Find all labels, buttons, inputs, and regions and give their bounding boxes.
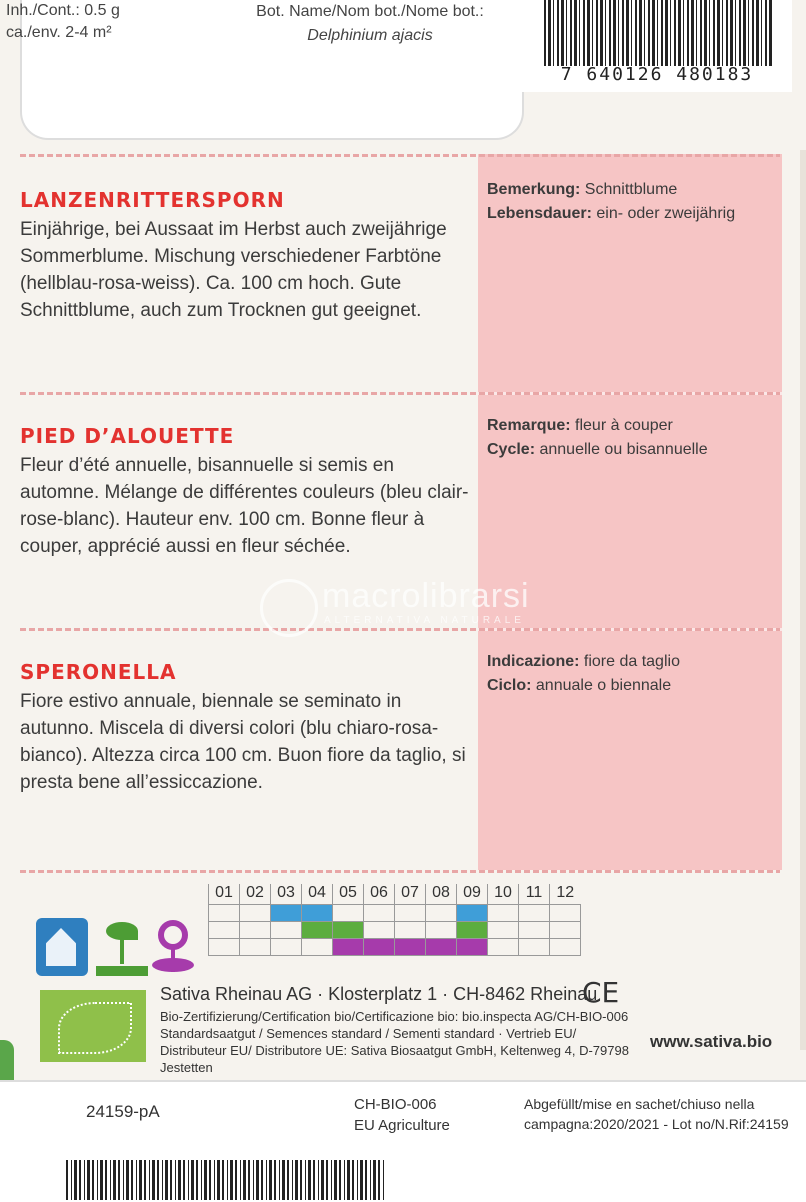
content-area: ca./env. 2-4 m² (6, 24, 112, 41)
calendar-cell (519, 922, 550, 939)
calendar-cell (209, 905, 240, 922)
calendar-cell (364, 905, 395, 922)
section-german-notes (487, 178, 735, 226)
section-divider (20, 870, 780, 873)
note-value: annuelle ou bisannuelle (535, 441, 708, 458)
note-label: Ciclo: (487, 677, 532, 694)
bottom-barcode (66, 1160, 386, 1200)
calendar-cell (519, 905, 550, 922)
calendar-month-label: 03 (271, 884, 302, 905)
calendar-cell (457, 905, 488, 922)
calendar-cell (395, 939, 426, 956)
note-label: Cycle: (487, 441, 536, 458)
calendar-cell (333, 939, 364, 956)
calendar-row (209, 922, 581, 939)
calendar-cell (488, 939, 519, 956)
watermark-logo-icon (260, 579, 318, 637)
calendar-month-label: 05 (333, 884, 364, 905)
calendar-month-label: 10 (488, 884, 519, 905)
section-divider (20, 392, 780, 395)
watering-can-icon (36, 918, 88, 976)
packed-line-1: Abgefüllt/mise en sachet/chiuso nella (524, 1096, 755, 1112)
section-divider (20, 154, 780, 157)
note-value: annuale o biennale (531, 677, 672, 694)
calendar-cell (426, 922, 457, 939)
calendar-cell (302, 905, 333, 922)
section-description: Fleur d’été annuelle, bisannuelle si semis en automne. Mélange de différentes couleurs (bleu clair-rose-blanc). Hauteur env. 100 cm. Bonne fleur à couper, apprécié aussi en fleur séchée. (20, 455, 469, 557)
packing-info (524, 1094, 804, 1134)
watermark-text: macrolibrarsi (322, 577, 530, 615)
sowing-calendar (208, 884, 581, 956)
calendar-rows (209, 905, 581, 956)
note-label: Lebensdauer: (487, 205, 592, 222)
calendar-cell (364, 939, 395, 956)
calendar-month-label: 08 (426, 884, 457, 905)
sprout-icon (96, 918, 148, 976)
calendar-cell (271, 922, 302, 939)
calendar-cell (209, 939, 240, 956)
calendar-month-label: 09 (457, 884, 488, 905)
section-title: PIED D’ALOUETTE (20, 424, 235, 448)
calendar-cell (550, 922, 581, 939)
calendar-months (209, 884, 581, 905)
company-address: Sativa Rheinau AG · Klosterplatz 1 · CH-8462 Rheinau (160, 984, 598, 1004)
eu-organic-logo (40, 990, 146, 1062)
note-value: fiore da taglio (579, 653, 680, 670)
calendar-cell (550, 939, 581, 956)
botanical-name (250, 0, 490, 48)
calendar-month-label: 11 (519, 884, 550, 905)
calendar-row (209, 939, 581, 956)
eu-agriculture: EU Agriculture (354, 1117, 450, 1134)
calendar-row (209, 905, 581, 922)
calendar-cell (395, 922, 426, 939)
flower-icon (146, 918, 198, 976)
packed-line-2: campagna:2020/2021 - Lot no/N.Rif:24159 (524, 1116, 789, 1132)
content-weight: Inh./Cont.: 0.5 g (6, 2, 120, 19)
calendar-cell (426, 939, 457, 956)
calendar-cell (333, 922, 364, 939)
calendar-cell (426, 905, 457, 922)
section-french-notes (487, 414, 708, 462)
barcode-digits: 7 640126 480183 (560, 64, 754, 85)
note-value: fleur à couper (570, 417, 673, 434)
calendar-month-label: 02 (240, 884, 271, 905)
calendar-cell (519, 939, 550, 956)
calendar-cell (333, 905, 364, 922)
botanical-name-value: Delphinium ajacis (307, 27, 433, 44)
calendar-month-label: 06 (364, 884, 395, 905)
botanical-name-label: Bot. Name/Nom bot./Nome bot.: (256, 3, 484, 20)
ce-mark: CE (582, 976, 620, 1009)
cert-code: CH-BIO-006 (354, 1096, 437, 1113)
section-description: Fiore estivo annuale, biennale se seminato in autunno. Miscela di diversi colori (blu chiaro-rosa-bianco). Altezza circa 100 cm. Buon fiore da taglio, si presta bene all’essiccazione. (20, 691, 466, 793)
calendar-month-label: 07 (395, 884, 426, 905)
cert-info (354, 1094, 450, 1136)
ean-barcode (522, 0, 792, 92)
barcode-bars (544, 0, 774, 66)
calendar-month-label: 12 (550, 884, 581, 905)
calendar-cell (550, 905, 581, 922)
calendar-cell (457, 922, 488, 939)
calendar-cell (302, 939, 333, 956)
note-label: Remarque: (487, 417, 571, 434)
calendar-cell (209, 922, 240, 939)
watermark (260, 575, 560, 635)
calendar-month-label: 04 (302, 884, 333, 905)
calendar-cell (271, 905, 302, 922)
calendar-month-label: 01 (209, 884, 240, 905)
calendar-cell (302, 922, 333, 939)
note-label: Indicazione: (487, 653, 580, 670)
calendar-cell (395, 905, 426, 922)
calendar-cell (488, 905, 519, 922)
content-info (0, 0, 146, 70)
section-italian-notes (487, 650, 680, 698)
calendar-cell (364, 922, 395, 939)
article-code: 24159-pA (86, 1102, 160, 1121)
section-title: LANZENRITTERSPORN (20, 188, 285, 212)
calendar-cell (271, 939, 302, 956)
note-value: Schnittblume (580, 181, 678, 198)
section-description: Einjährige, bei Aussaat im Herbst auch zweijährige Sommerblume. Mischung verschiedener Farbtöne (hellblau-rosa-weiss). Ca. 100 cm hoch. Gute Schnittblume, auch zum Trocknen gut geeignet. (20, 219, 447, 321)
calendar-cell (488, 922, 519, 939)
eu-leaf-icon (58, 1002, 132, 1054)
note-label: Bemerkung: (487, 181, 581, 198)
note-value: ein- oder zweijährig (591, 205, 736, 222)
section-title: SPERONELLA (20, 660, 177, 684)
packet-edge (800, 150, 806, 1050)
calendar-cell (240, 922, 271, 939)
calendar-cell (240, 905, 271, 922)
calendar-cell (240, 939, 271, 956)
watermark-subtext: ALTERNATIVA NATURALE (324, 615, 525, 626)
calendar-cell (457, 939, 488, 956)
website-link[interactable]: www.sativa.bio (650, 1032, 773, 1051)
certification-text: Bio-Zertifizierung/Certification bio/Certificazione bio: bio.inspecta AG/CH-BIO-006 Standardsaatgut / Semences standard / Sementi standard · Vertrieb EU/ Distributeur EU/ Distributore UE: Sativa Biosaatgut GmbH, Keltenweg 4, D-79798 Jestetten (160, 1009, 629, 1075)
